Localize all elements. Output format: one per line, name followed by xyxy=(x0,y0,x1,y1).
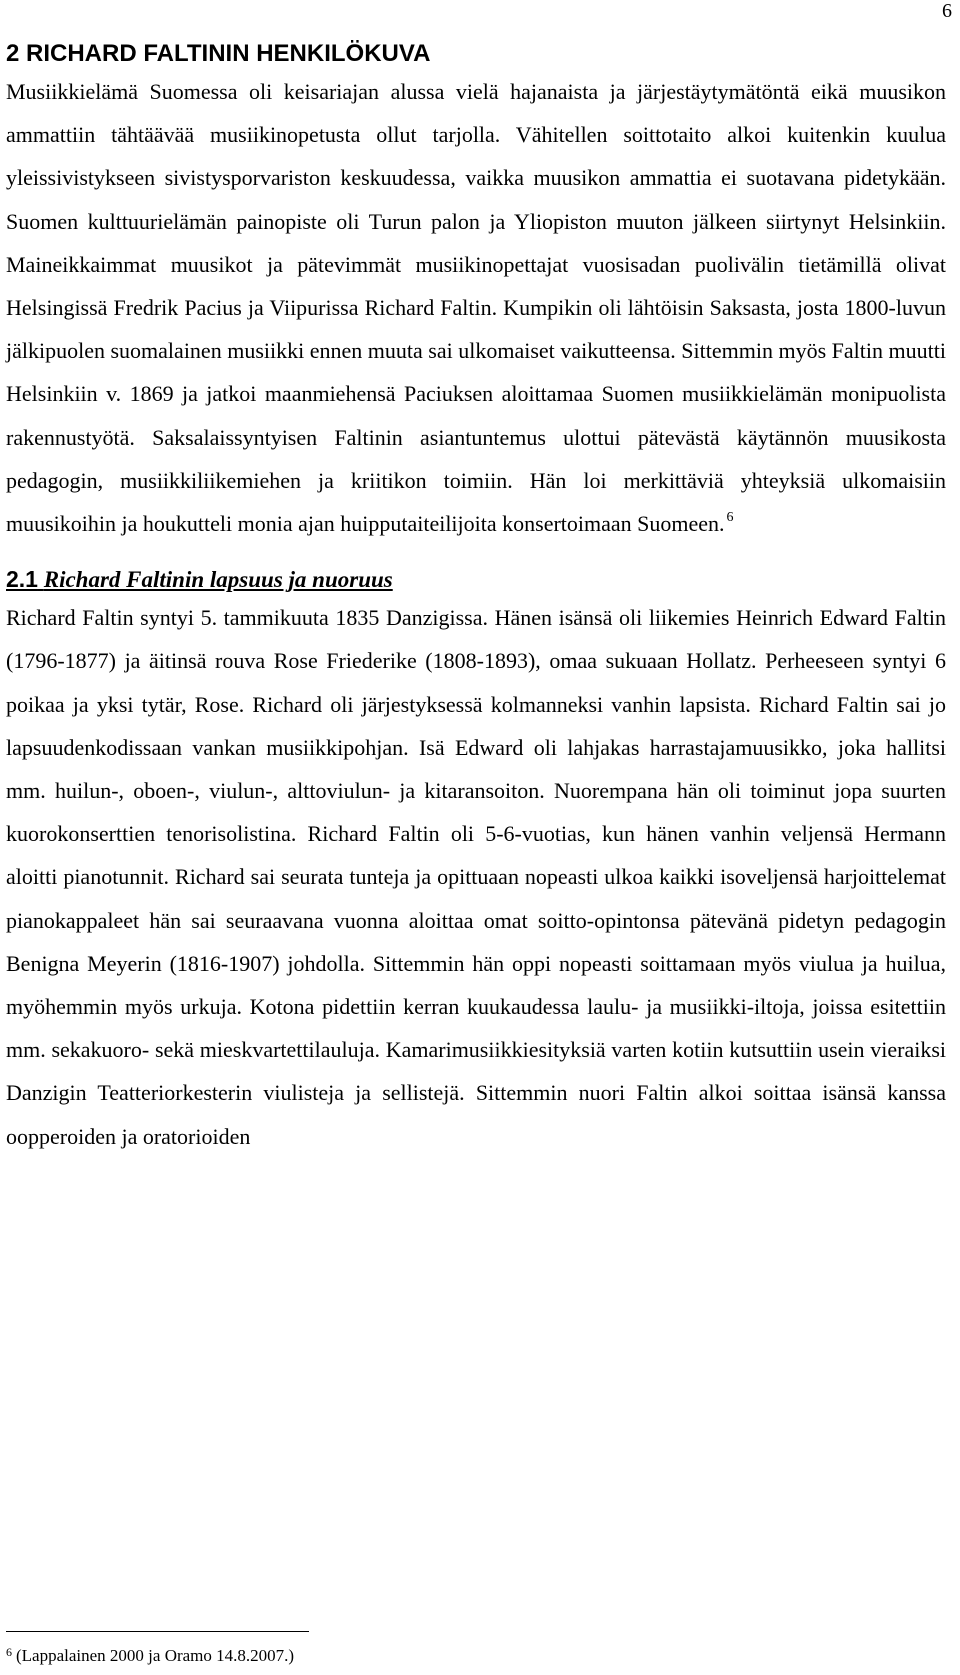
section-heading xyxy=(6,563,946,596)
page-number: 6 xyxy=(942,0,952,22)
section-title: Richard Faltinin lapsuus ja nuoruus xyxy=(43,567,393,593)
footnote-mark: 6 xyxy=(6,1645,12,1659)
footnote xyxy=(6,1645,294,1667)
document-body xyxy=(6,38,946,1158)
footnote-text: (Lappalainen 2000 ja Oramo 14.8.2007.) xyxy=(16,1646,295,1665)
chapter-heading: 2 RICHARD FALTININ HENKILÖKUVA xyxy=(6,40,431,67)
chapter-paragraph xyxy=(6,70,946,545)
section-paragraph: Richard Faltin syntyi 5. tammikuuta 1835 Danzigissa. Hänen isänsä oli liikemies Heinrich Edward Faltin (1796-1877) ja äitinsä rouva Rose Friederike (1808-1893), omaa sukuaan Hollatz. Perheeseen syntyi 6 poikaa ja yksi tytär, Rose. Richard oli järjestyksessä kolmanneksi vanhin lapsista. Richard Faltin sai jo lapsuudenkodissaan vankan musiikkipohjan. Isä Edward oli lahjakas harrastajamuusikko, joka hallitsi mm. huilun-, oboen-, viulun-, alttoviulun- ja kitaransoiton. Nuorempana hän oli toiminut jopa suurten kuorokonserttien tenorisolistina. Richard Faltin oli 5-6-vuotias, kun hänen vanhin veljensä Hermann aloitti pianotunnit. Richard sai seurata tunteja ja opittuaan nopeasti ulkoa kaikki isoveljensä harjoittelemat pianokappaleet hän sai seuraavana vuonna aloittaa omat soitto-opintonsa pätevänä pidetyn pedagogin Benigna Meyerin (1816-1907) johdolla. Sittemmin hän oppi nopeasti soittamaan myös viulua ja huilua, myöhemmin myös urkuja. Kotona pidettiin kerran kuukaudessa laulu- ja musiikki-iltoja, joissa esitettiin mm. sekakuoro- sekä mieskvartettilauluja. Kamarimusiikkiesityksiä varten kotiin kutsuttiin usein vieraiksi Danzigin Teatteriorkesterin viulisteja ja sellistejä. Sittemmin nuori Faltin alkoi soittaa isänsä kanssa oopperoiden ja oratorioiden xyxy=(6,605,946,1149)
footnote-reference[interactable]: 6 xyxy=(726,510,734,526)
chapter-paragraph-text: Musiikkielämä Suomessa oli keisariajan alussa vielä hajanaista ja järjestäytymätöntä eikä muusikon ammattiin tähtäävää musiikinopetusta ollut tarjolla. Vähitellen soittotaito alkoi kuitenkin kuulua yleissivistykseen sivistysporvariston keskuudessa, vaikka muusikon ammattia ei suotavana pidetykään. Suomen kulttuurielämän painopiste oli Turun palon ja Yliopiston muuton jälkeen siirtynyt Helsinkiin. Maineikkaimmat muusikot ja pätevimmät musiikinopettajat vuosisadan puolivälin tietämillä olivat Helsingissä Fredrik Pacius ja Viipurissa Richard Faltin. Kumpikin oli lähtöisin Saksasta, josta 1800-luvun jälkipuolen suomalainen musiikki ennen muuta sai ulkomaiset vaikutteensa. Sittemmin myös Faltin muutti Helsinkiin v. 1869 ja jatkoi maanmiehensä Paciuksen aloittamaa Suomen musiikkielämän monipuolista rakennustyötä. Saksalaissyntyisen Faltinin asiantuntemus ulottui pätevästä käytännön muusikosta pedagogin, musiikkiliikemiehen ja kriitikon toimiin. Hän loi merkittäviä yhteyksiä ulkomaisiin muusikoihin ja houkutteli monia ajan huipputaiteilijoita konsertoimaan Suomeen. xyxy=(6,79,946,537)
section-number: 2.1 xyxy=(6,566,38,593)
footnote-divider xyxy=(6,1631,309,1632)
